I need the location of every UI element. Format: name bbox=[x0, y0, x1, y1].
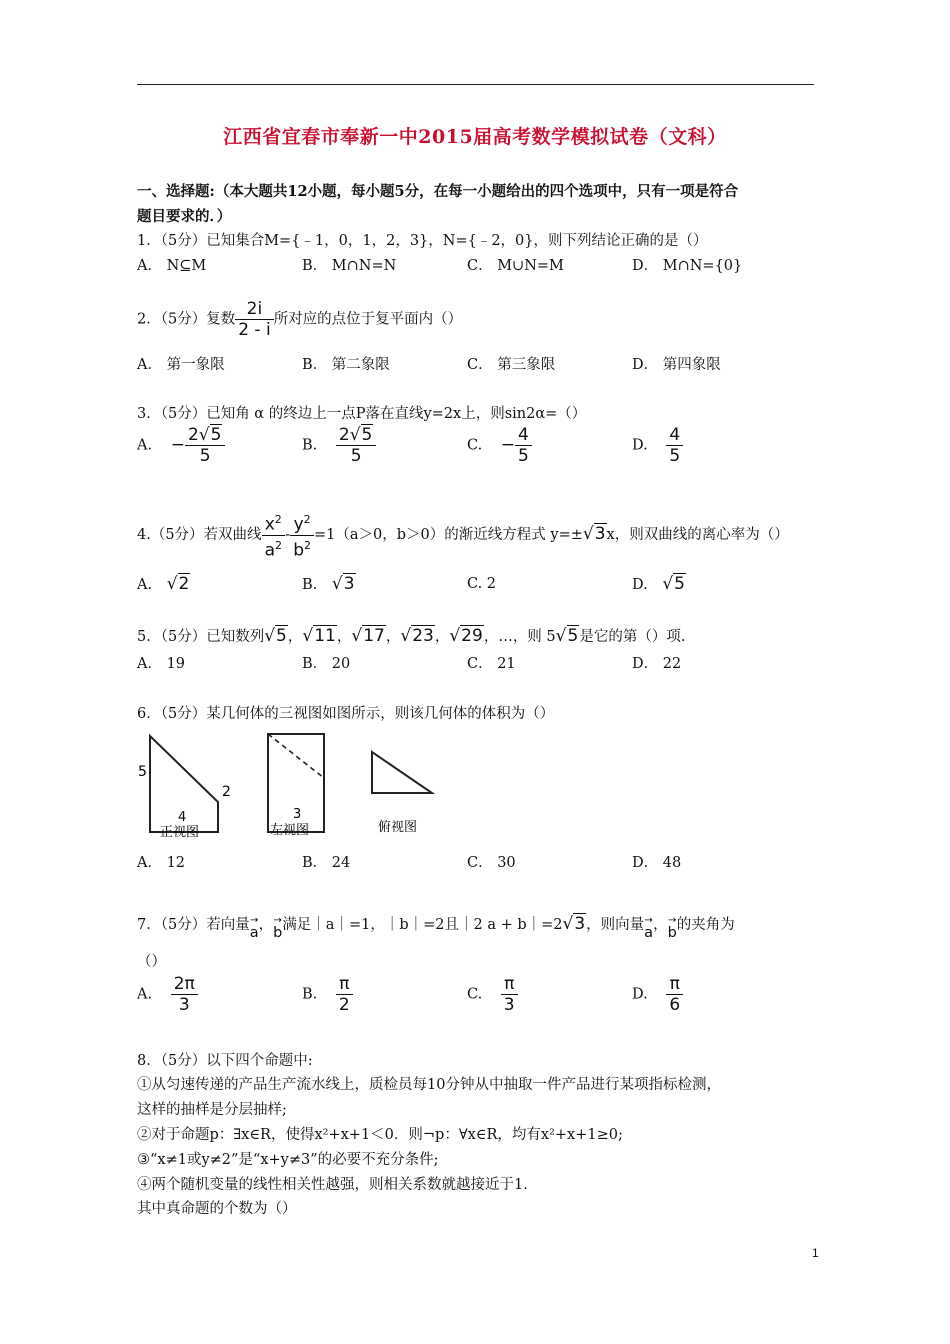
side-view-dashed-line bbox=[268, 734, 324, 778]
q4-d-sqrt: √5 bbox=[662, 574, 685, 594]
q4-a-rad: 2 bbox=[178, 574, 190, 594]
q2-fraction bbox=[235, 299, 273, 340]
q6-option-a: A． 12 bbox=[137, 855, 186, 871]
q7-c-fraction bbox=[501, 974, 518, 1015]
q2-option-b: B． 第二象限 bbox=[302, 357, 390, 373]
q7-label-a: A. bbox=[137, 986, 153, 1003]
q4-prefix: 4.（5分）若双曲线 bbox=[137, 527, 262, 544]
q4-option-a bbox=[137, 574, 190, 594]
q7-option-c bbox=[467, 974, 518, 1015]
q7-vector-b-arrow: → bbox=[273, 915, 282, 926]
q4-exp-2: 2 bbox=[274, 538, 282, 552]
q3-option-c bbox=[467, 425, 532, 466]
q3-a-coef: 2 bbox=[187, 425, 199, 445]
q4-f1-den: a bbox=[264, 540, 275, 561]
q7-option-a bbox=[137, 974, 198, 1015]
q8-statement-4: ④两个随机变量的线性相关性越强，则相关系数就越接近于1. bbox=[137, 1177, 528, 1193]
q3-a-sqrt: √5 bbox=[198, 425, 222, 445]
q3-b-rad: 5 bbox=[361, 425, 373, 445]
q5-option-a: A． 19 bbox=[137, 656, 186, 672]
q5-comma-1: ， bbox=[287, 629, 303, 645]
q3-option-d bbox=[632, 425, 683, 466]
q4-minus: - bbox=[284, 527, 291, 544]
top-view-shape bbox=[372, 752, 432, 793]
q7-label-d: D. bbox=[632, 986, 648, 1003]
q6-option-b: B． 24 bbox=[302, 855, 351, 871]
side-view-label-bottom: 3 bbox=[293, 807, 302, 822]
q5-sqrt-1: √5 bbox=[264, 626, 287, 646]
q4-b-rad: 3 bbox=[343, 574, 355, 594]
q5-ellipsis: …，则 5 bbox=[498, 629, 556, 645]
question-7 bbox=[137, 913, 735, 941]
q7-sep: ， bbox=[258, 917, 274, 933]
q4-exp-4: 2 bbox=[304, 538, 312, 552]
q4-f1-num: x bbox=[264, 514, 275, 535]
q4-f2-num: y bbox=[293, 514, 304, 535]
q8-statement-3: ③“x≠1或y≠2”是“x+y≠3”的必要不充分条件; bbox=[137, 1152, 439, 1168]
q3-option-b bbox=[302, 425, 376, 466]
q7-b-den: 2 bbox=[338, 995, 350, 1015]
q7-b-fraction bbox=[336, 974, 353, 1015]
section-heading-line1: 一、选择题:（本大题共12小题，每小题5分，在每一小题给出的四个选项中，只有一项是符合 bbox=[137, 183, 739, 200]
q7-label-c: C. bbox=[467, 986, 483, 1003]
q7-vb: b bbox=[273, 925, 283, 941]
top-view-caption: 俯视图 bbox=[378, 820, 418, 835]
q5-option-c: C． 21 bbox=[467, 656, 516, 672]
q3-d-den: 5 bbox=[669, 446, 681, 466]
side-view-caption: 左视图 bbox=[270, 823, 310, 838]
question-2 bbox=[137, 299, 462, 340]
question-5 bbox=[137, 625, 685, 646]
q5-suffix: 是它的第（）项. bbox=[579, 629, 686, 645]
q1-option-b: B． M∩N=N bbox=[302, 258, 397, 274]
q7-a-den: 3 bbox=[178, 995, 190, 1015]
q4-fraction-y bbox=[290, 510, 314, 560]
q7-b-num: π bbox=[336, 974, 353, 995]
q3-c-fraction bbox=[515, 425, 532, 466]
front-view-caption: 正视图 bbox=[160, 825, 200, 840]
q5-comma-4: ， bbox=[434, 629, 450, 645]
q3-d-fraction bbox=[666, 425, 683, 466]
header-rule bbox=[137, 84, 814, 85]
three-view-figure bbox=[130, 726, 450, 842]
q3-a-rad: 5 bbox=[210, 425, 222, 445]
q4-a-sqrt: √2 bbox=[166, 574, 190, 594]
q7-c-num: π bbox=[501, 974, 518, 995]
q5-comma-5: ， bbox=[483, 629, 499, 645]
q5-sqrt-5: √29 bbox=[449, 626, 483, 646]
question-1: 1．（5分）已知集合M={﹣1，0，1，2，3}，N={﹣2，0}，则下列结论正确的是（） bbox=[137, 233, 708, 249]
q7-rad: 3 bbox=[574, 914, 586, 934]
q7-label-b: B. bbox=[302, 986, 318, 1003]
q3-c-sign: − bbox=[500, 434, 516, 455]
q3-label-a: A. bbox=[137, 437, 153, 454]
q7-d-fraction bbox=[666, 974, 683, 1015]
q3-a-fraction bbox=[185, 425, 226, 466]
q3-label-b: B. bbox=[302, 437, 318, 454]
q7-vb2: b bbox=[667, 925, 677, 941]
section-heading-line2: 题目要求的．） bbox=[137, 208, 232, 225]
q7-a-fraction bbox=[171, 974, 198, 1015]
q3-c-den: 5 bbox=[518, 446, 529, 466]
q3-option-a bbox=[137, 425, 225, 466]
q7-paren: （） bbox=[137, 954, 166, 970]
question-4 bbox=[137, 510, 789, 560]
q3-d-num: 4 bbox=[666, 425, 683, 446]
q3-a-sign: − bbox=[170, 434, 185, 455]
q5-comma-2: ， bbox=[336, 629, 352, 645]
q7-end: 的夹角为 bbox=[676, 917, 735, 933]
q7-sqrt: √3 bbox=[562, 914, 586, 934]
q2-suffix: 所对应的点位于复平面内（） bbox=[273, 311, 463, 328]
q5-rad-4: 23 bbox=[412, 626, 434, 646]
q7-vector-a bbox=[250, 917, 259, 941]
q3-b-den: 5 bbox=[350, 446, 362, 466]
q5-target-sqrt: √5 bbox=[555, 626, 579, 646]
q7-vector-a2-arrow: → bbox=[644, 915, 653, 926]
q5-sqrt-2: √11 bbox=[302, 626, 336, 646]
q1-option-c: C． M∪N=M bbox=[467, 258, 564, 274]
q7-a-num: 2π bbox=[171, 974, 198, 995]
q4-sqrt: √3 bbox=[582, 524, 606, 545]
q7-sep2: ， bbox=[653, 917, 668, 933]
question-8: 8．（5分）以下四个命题中: bbox=[137, 1053, 313, 1069]
q6-option-d: D． 48 bbox=[632, 855, 682, 871]
q7-va2: a bbox=[644, 925, 654, 941]
page-title: 江西省宜春市奉新一中2015届高考数学模拟试卷（文科） bbox=[223, 126, 727, 148]
q7-vector-b2 bbox=[668, 917, 677, 941]
q5-rad-5: 29 bbox=[461, 626, 483, 646]
front-view-label-right: 2 bbox=[222, 784, 231, 800]
q5-rad-2: 11 bbox=[314, 626, 336, 646]
q7-vector-b bbox=[273, 917, 282, 941]
q7-prefix: 7．（5分）若向量 bbox=[137, 917, 250, 933]
q4-exp-3: 2 bbox=[303, 513, 311, 526]
q5-comma-3: ， bbox=[385, 629, 401, 645]
q4-label-a: A. bbox=[137, 577, 153, 593]
q1-option-d: D． M∩N={0} bbox=[632, 258, 743, 274]
q4-fraction-x bbox=[262, 510, 285, 560]
q2-option-a: A． 第一象限 bbox=[137, 357, 225, 373]
q3-b-coef: 2 bbox=[338, 425, 350, 445]
q8-statement-2: ②对于命题p：∃x∈R，使得x²+x+1＜0．则¬p：∀x∈R，均有x²+x+1≥0; bbox=[137, 1127, 623, 1143]
q4-suffix: x，则双曲线的离心率为（） bbox=[606, 527, 789, 544]
q7-option-d bbox=[632, 974, 683, 1015]
q4-option-c: C. 2 bbox=[467, 576, 497, 592]
q5-rad-3: 17 bbox=[363, 626, 385, 646]
front-view-label-left: 5 bbox=[138, 764, 147, 780]
q7-d-num: π bbox=[666, 974, 683, 995]
q5-prefix: 5．（5分）已知数列 bbox=[137, 629, 265, 645]
q4-option-b bbox=[302, 574, 356, 594]
q4-b-sqrt: √3 bbox=[331, 574, 355, 594]
q3-b-sqrt: √5 bbox=[349, 425, 373, 445]
q7-vector-a2 bbox=[644, 917, 653, 941]
q2-frac-den: 2 - i bbox=[238, 320, 271, 340]
q3-label-d: D. bbox=[632, 437, 648, 454]
question-6: 6．（5分）某几何体的三视图如图所示，则该几何体的体积为（） bbox=[137, 706, 555, 722]
q8-statement-1-cont: 这样的抽样是分层抽样; bbox=[137, 1102, 287, 1118]
q8-question: 其中真命题的个数为（） bbox=[137, 1201, 297, 1217]
q7-vector-b2-arrow: → bbox=[667, 915, 677, 926]
q7-c-den: 3 bbox=[503, 995, 515, 1015]
q3-c-num: 4 bbox=[515, 425, 532, 446]
q2-option-c: C． 第三象限 bbox=[467, 357, 556, 373]
q2-prefix: 2．（5分）复数 bbox=[137, 311, 236, 328]
q5-target-rad: 5 bbox=[567, 626, 579, 646]
q4-mid-rad: 3 bbox=[594, 524, 606, 545]
q3-a-den: 5 bbox=[199, 446, 211, 466]
q7-vector-a-arrow: → bbox=[249, 915, 259, 926]
q7-va: a bbox=[249, 925, 259, 941]
q4-exp-1: 2 bbox=[274, 513, 282, 526]
q7-d-den: 6 bbox=[669, 995, 681, 1015]
q3-b-fraction bbox=[336, 425, 377, 466]
q4-label-b: B. bbox=[302, 577, 318, 593]
q5-option-b: B． 20 bbox=[302, 656, 351, 672]
question-3: 3．（5分）已知角 α 的终边上一点P落在直线y=2x上，则sin2α=（） bbox=[137, 406, 587, 422]
q7-option-b bbox=[302, 974, 353, 1015]
q7-cond: 满足｜a｜=1，｜b｜=2且｜2 a + b｜=2 bbox=[282, 917, 563, 933]
q8-statement-1: ①从匀速传递的产品生产流水线上，质检员每10分钟从中抽取一件产品进行某项指标检测， bbox=[137, 1077, 721, 1093]
q2-option-d: D． 第四象限 bbox=[632, 357, 721, 373]
q4-label-d: D. bbox=[632, 577, 648, 593]
q5-sqrt-4: √23 bbox=[400, 626, 434, 646]
q5-rad-1: 5 bbox=[276, 626, 287, 646]
q6-option-c: C． 30 bbox=[467, 855, 516, 871]
q5-sqrt-3: √17 bbox=[351, 626, 385, 646]
q4-option-d bbox=[632, 574, 686, 594]
q2-frac-num: 2i bbox=[235, 299, 273, 320]
q3-label-c: C. bbox=[467, 437, 483, 454]
page-number: 1 bbox=[812, 1246, 819, 1260]
q4-f2-den: b bbox=[293, 540, 305, 561]
front-view-label-bottom: 4 bbox=[178, 810, 187, 825]
q4-d-rad: 5 bbox=[674, 574, 685, 594]
q1-option-a: A． N⊆M bbox=[137, 258, 207, 274]
q4-mid: =1（a＞0，b＞0）的渐近线方程式 y=± bbox=[314, 527, 583, 544]
q7-suffix: ，则向量 bbox=[586, 917, 645, 933]
q5-option-d: D． 22 bbox=[632, 656, 682, 672]
